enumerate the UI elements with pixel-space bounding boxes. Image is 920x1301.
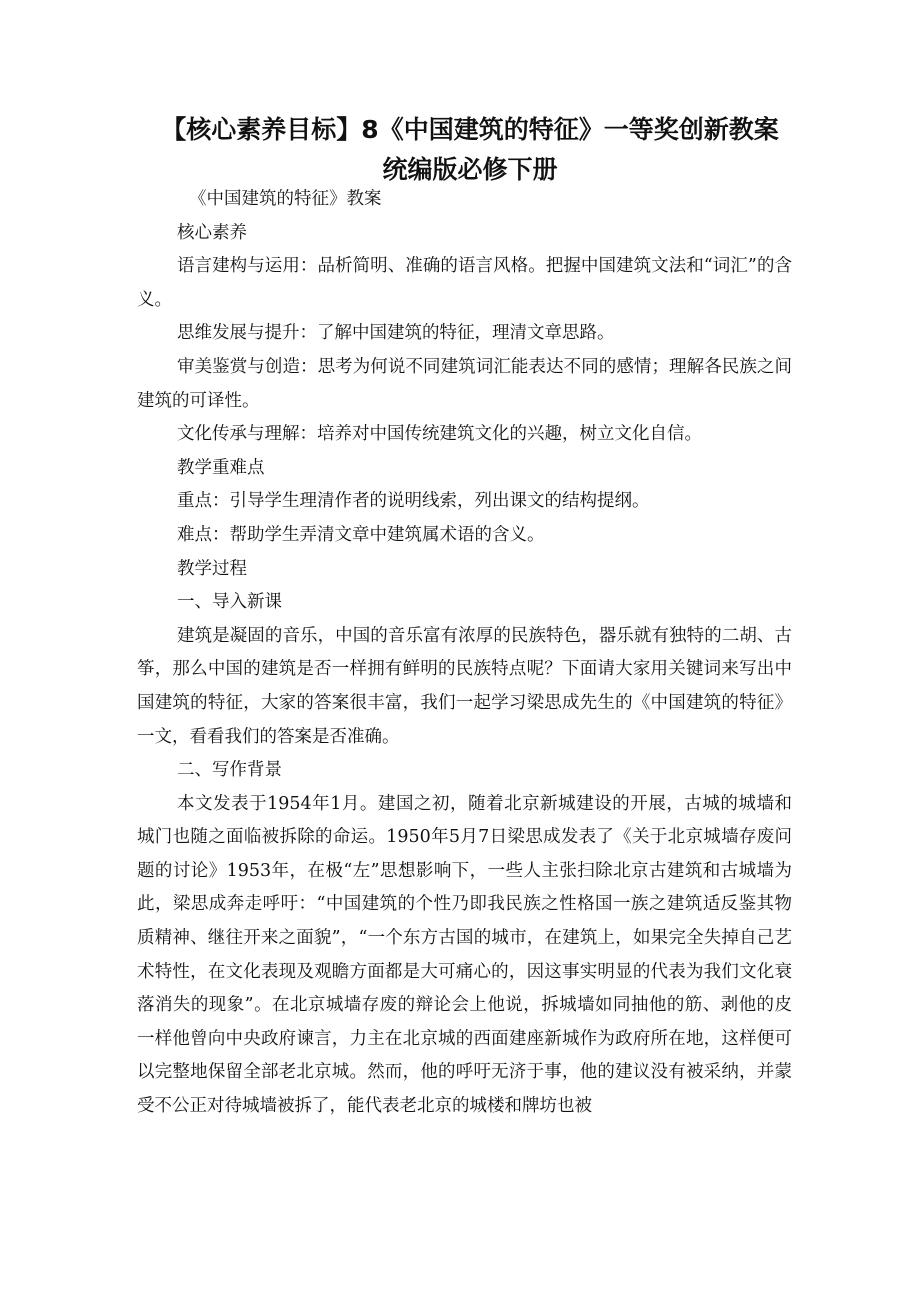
- document-body: [137, 183, 792, 1124]
- core-item-culture: 文化传承与理解：培养对中国传统建筑文化的兴趣，树立文化自信。: [177, 424, 702, 445]
- section-heading-process: 教学过程: [177, 558, 247, 579]
- subtitle: 《中国建筑的特征》教案: [189, 189, 382, 209]
- core-item-language: 语言建构与运用：品析简明、准确的语言风格。把握中国建筑文法和“词汇”的含义。: [137, 256, 792, 310]
- part2-heading: 二、写作背景: [177, 760, 282, 781]
- section-heading-core: 核心素养: [177, 222, 247, 243]
- part1-heading: 一、导入新课: [177, 592, 282, 613]
- core-item-thinking: 思维发展与提升：了解中国建筑的特征，理清文章思路。: [177, 323, 615, 344]
- document-title: 【核心素养目标】8《中国建筑的特征》一等奖创新教案统编版必修下册: [161, 115, 779, 184]
- section-heading-difficulty: 教学重难点: [177, 457, 265, 478]
- part1-text: 建筑是凝固的音乐，中国的音乐富有浓厚的民族特色，器乐就有独特的二胡、古筝，那么中国的建筑是否一样拥有鲜明的民族特点呢？下面请大家用关键词来写出中国建筑的特征，大家的答案很丰富，我们一起学习梁思成先生的《中国建筑的特征》一文，看看我们的答案是否准确。: [137, 625, 792, 747]
- key-point: 重点：引导学生理清作者的说明线索，列出课文的结构提纲。: [177, 491, 650, 512]
- hard-point: 难点：帮助学生弄清文章中建筑属术语的含义。: [177, 524, 545, 545]
- part2-text: 本文发表于1954年1月。建国之初，随着北京新城建设的开展，古城的城墙和城门也随之面临被拆除的命运。1950年5月7日梁思成发表了《关于北京城墙存废问题的讨论》1953年，在极“左”思想影响下，一些人主张扫除北京古建筑和古城墙为此，梁思成奔走呼吁：“中国建筑的个性乃即我民族之性格国一族之建筑适反鉴其物质精神、继往开来之面貌”，“一个东方古国的城市，在建筑上，如果完全失掉自己艺术特性，在文化表现及观瞻方面都是大可痛心的，因这事实明显的代表为我们文化衰落消失的现象”。在北京城墙存废的辩论会上他说，拆城墙如同抽他的筋、剥他的皮一样他曾向中央政府谏言，力主在北京城的西面建座新城作为政府所在地，这样便可以完整地保留全部老北京城。然而，他的呼吁无济于事，他的建议没有被采纳，并蒙受不公正对待城墙被拆了，能代表老北京的城楼和牌坊也被: [137, 793, 792, 1117]
- core-item-aesthetic: 审美鉴赏与创造：思考为何说不同建筑词汇能表达不同的感情；理解各民族之间建筑的可译性。: [137, 356, 792, 411]
